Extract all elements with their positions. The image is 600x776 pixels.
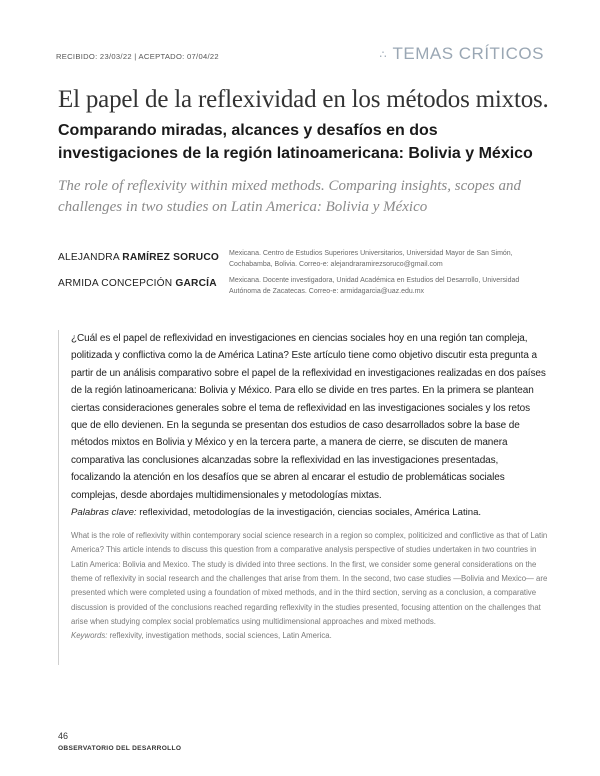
abstract-block	[58, 330, 548, 665]
page-number: 46	[58, 731, 69, 741]
abstract-english: What is the role of reflexivity within contemporary social science research in a region so complex, politicized and conflictive as that of Latin America? This article intends to discuss this question from a comparative analysis perspective of studies undertaken in two countries in Latin America: Bolivia and Mexico. The study is divided into three sections. In the first, we consider some general considerations on the theme of reflexivity in social research and the challenges that arise from them. In the second, two case studies —Bolivia and Mexico— are presented which were completed using a foundation of mixed methods, and in the third section, serving as a conclusion, a comparative discussion is provided of the conclusions reached regarding reflexivity in the studies presented, focusing attention on the challenges that arise when studying complex social problematics using multidimensional approaches and mixed methods.	[71, 531, 548, 626]
keywords-spanish	[71, 504, 548, 521]
author-2	[58, 278, 217, 289]
journal-name: OBSERVATORIO DEL DESARROLLO	[58, 745, 182, 752]
article-subtitle: Comparando miradas, alcances y desafíos en dos investigaciones de la región latinoamericana: Bolivia y México	[58, 122, 533, 162]
keywords-english	[71, 629, 548, 643]
keywords-label: Keywords:	[71, 631, 108, 641]
abstract-spanish: ¿Cuál es el papel de reflexividad en investigaciones en ciencias sociales hoy en una región tan compleja, politizada y conflictiva como la de América Latina? Este artículo tiene como objetivo discutir esta pregunta a partir de un análisis comparativo sobre el papel de la reflexividad en investigaciones realizadas en dos países de la región latinoamericana: Bolivia y México. Para ello se divide en tres partes. En la primera se plantean ciertas consideraciones generales sobre el tema de reflexividad en las investigaciones sociales y los retos que de ello devienen. En la segunda se presentan dos estudios de caso desarrollados sobre la base de métodos mixtos en Bolivia y México y en la tercera parte, a manera de cierre, se discuten de manera comparativa las conclusiones alcanzadas sobre la reflexividad en las investigaciones presentadas, focalizando la atención en los desafíos que se abren al encarar el estudio de problemáticas sociales complejas, desde abordajes multidimensionales y metodologías mixtas.	[71, 333, 546, 501]
section-brand	[379, 44, 544, 64]
brand-marker-icon: ∴	[379, 48, 388, 61]
keywords-value: reflexivity, investigation methods, social sciences, Latin America.	[109, 631, 332, 641]
author-1-affiliation: Mexicana. Centro de Estudios Superiores Universitarios, Universidad Mayor de San Simón, Cochabamba, Bolivia. Correo-e: alejandraramirezsoruco@gmail.com	[229, 250, 513, 268]
author-given-name: ALEJANDRA	[58, 252, 120, 263]
article-title: El papel de la reflexividad en los métodos mixtos.	[58, 86, 549, 113]
author-surname: RAMÍREZ SORUCO	[122, 252, 220, 263]
english-title: The role of reflexivity within mixed methods. Comparing insights, scopes and challenges in two studies on Latin America: Bolivia y México	[58, 178, 522, 215]
author-2-affiliation: Mexicana. Docente investigadora, Unidad Académica en Estudios del Desarrollo, Universidad Autónoma de Zacatecas. Correo-e: armidagarcia@uaz.edu.mx	[229, 277, 520, 295]
keywords-label: Palabras clave:	[71, 507, 137, 519]
keywords-value: reflexividad, metodologías de la investigación, ciencias sociales, América Latina.	[139, 507, 482, 519]
section-brand-label: TEMAS CRÍTICOS	[392, 44, 544, 63]
received-accepted-dates: RECIBIDO: 23/03/22 | ACEPTADO: 07/04/22	[56, 52, 219, 61]
author-surname: GARCÍA	[175, 278, 217, 289]
author-given-name: ARMIDA CONCEPCIÓN	[58, 278, 173, 289]
author-1	[58, 252, 219, 263]
